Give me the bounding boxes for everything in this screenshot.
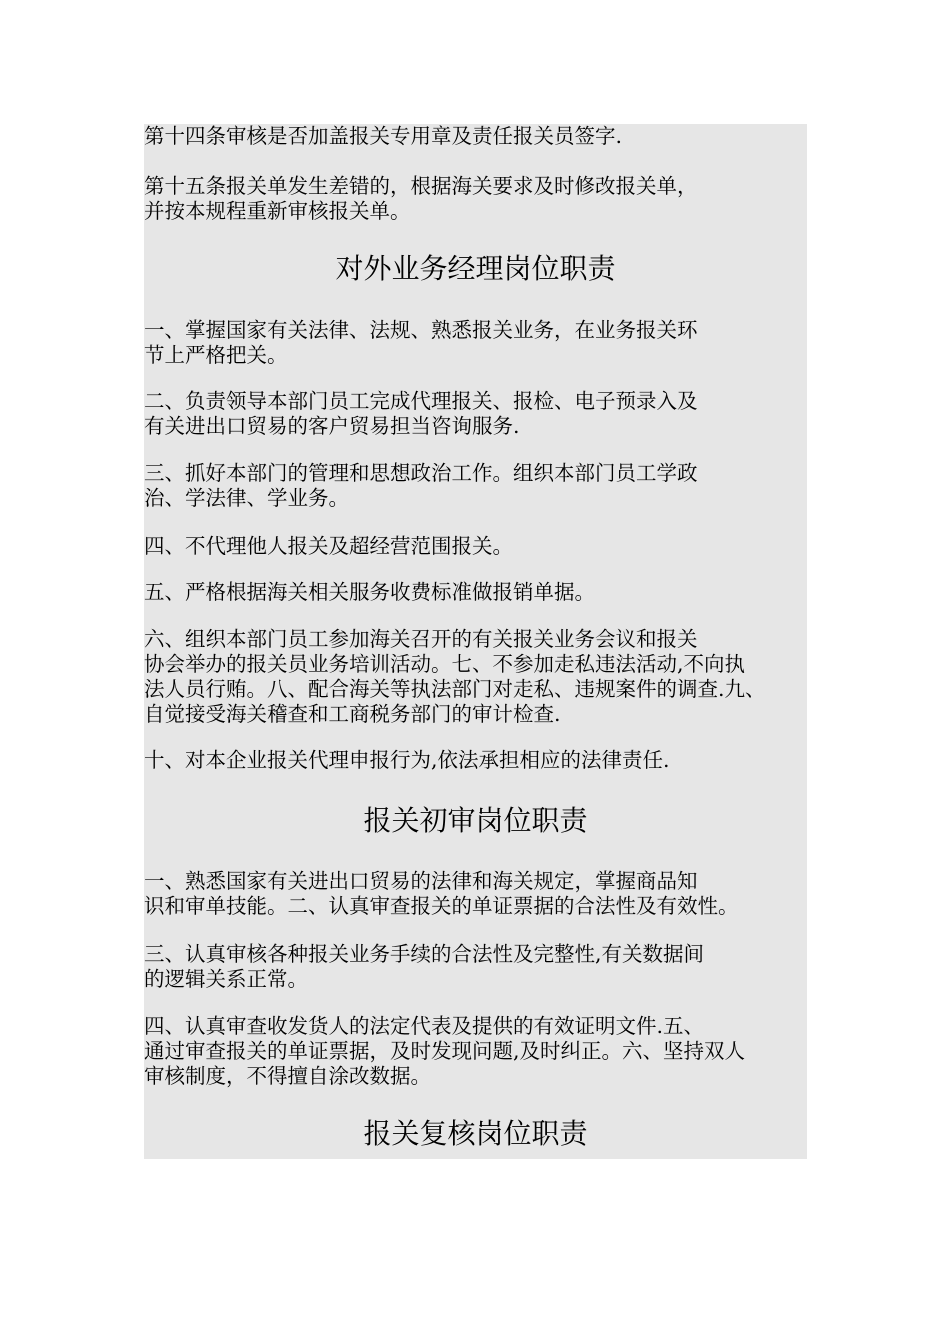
section-heading-preliminary-review: 报关初审岗位职责 <box>363 804 588 837</box>
duty-paragraph: 六、组织本部门员工参加海关召开的有关报关业务会议和报关 协会举办的报关员业务培训活动。七、不参加走私违法活动,不向执 法人员行贿。八、配合海关等执法部门对走私、违规案件的调查.九、 自觉接受海关稽查和工商税务部门的审计检查. <box>144 627 766 726</box>
duty-paragraph: 二、负责领导本部门员工完成代理报关、报检、电子预录入及 有关进出口贸易的客户贸易担当咨询服务. <box>144 389 698 438</box>
duty-paragraph: 三、抓好本部门的管理和思想政治工作。组织本部门员工学政 治、学法律、学业务。 <box>144 461 698 510</box>
duty-paragraph: 一、熟悉国家有关进出口贸易的法律和海关规定，掌握商品知 识和审单技能。二、认真审查报关的单证票据的合法性及有效性。 <box>144 869 739 918</box>
duty-paragraph: 三、认真审核各种报关业务手续的合法性及完整性,有关数据间 的逻辑关系正常。 <box>144 942 705 991</box>
paragraph-article-14: 第十四条审核是否加盖报关专用章及责任报关员签字. <box>144 124 623 148</box>
section-heading-external-business-manager: 对外业务经理岗位职责 <box>335 252 616 285</box>
duty-paragraph: 五、严格根据海关相关服务收费标准做报销单据。 <box>144 580 595 604</box>
paragraph-article-15: 第十五条报关单发生差错的，根据海关要求及时修改报关单， 并按本规程重新审核报关单。 <box>144 174 698 223</box>
duty-paragraph: 四、不代理他人报关及超经营范围报关。 <box>144 534 513 558</box>
duty-paragraph: 十、对本企业报关代理申报行为,依法承担相应的法律责任. <box>144 748 670 772</box>
duty-paragraph: 四、认真审查收发货人的法定代表及提供的有效证明文件.五、 通过审查报关的单证票据，及时发现问题,及时纠正。六、坚持双人 审核制度，不得擅自涂改数据。 <box>144 1014 746 1088</box>
duty-paragraph: 一、掌握国家有关法律、法规、熟悉报关业务，在业务报关环 节上严格把关。 <box>144 318 698 367</box>
section-heading-review-recheck: 报关复核岗位职责 <box>363 1117 588 1150</box>
